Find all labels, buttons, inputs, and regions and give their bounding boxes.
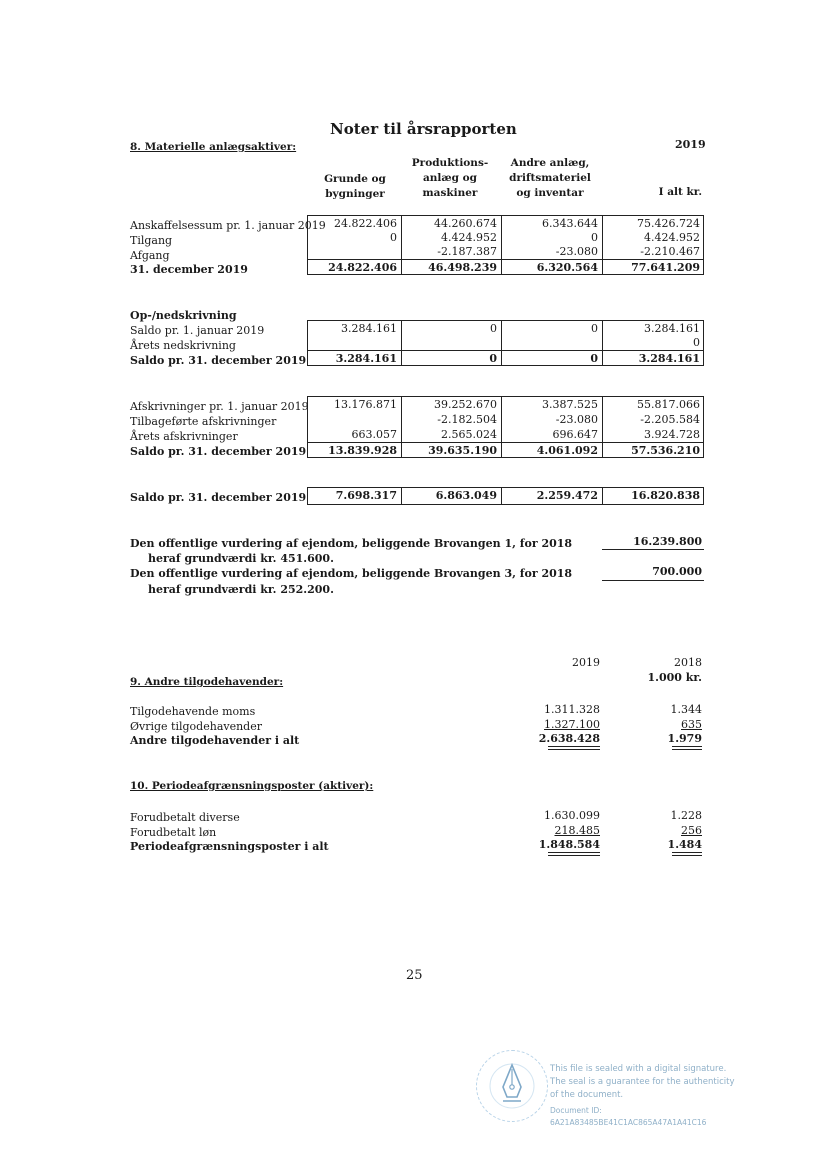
valuation-line2: Den offentlige vurdering af ejendom, beliggende Brovangen 3, for 2018 (130, 567, 573, 580)
table-cell: 0 (489, 352, 497, 365)
note9-label-0: Tilgodehavende moms (130, 705, 256, 718)
note9-col-2018-unit: 1.000 kr. (647, 671, 702, 684)
note10-total-label: Periodeafgrænsningsposter i alt (130, 840, 329, 853)
col-header-andre: Andre anlæg, driftsmateriel og inventar (509, 157, 591, 199)
note9-label-1: Øvrige tilgodehavender (130, 720, 262, 733)
valuation-value2: 700.000 (652, 565, 702, 578)
table-cell: 3.387.525 (542, 398, 598, 411)
table-cell: 3.924.728 (644, 428, 700, 441)
table-cell: 1.228 (670, 809, 702, 822)
table-cell: 2.565.024 (441, 428, 497, 441)
reval-label-0: Saldo pr. 1. januar 2019 (130, 324, 265, 337)
table-cell: 663.057 (351, 428, 397, 441)
table-cell: 6.343.644 (542, 217, 598, 230)
table-cell: 0 (591, 322, 598, 335)
table-cell: 1.311.328 (544, 703, 600, 716)
table-cell: -23.080 (555, 413, 598, 426)
pen-nib-icon (477, 1051, 547, 1121)
note9-col-2018: 2018 (674, 656, 702, 669)
table-cell: 6.320.564 (536, 261, 598, 274)
table-cell: 3.284.161 (335, 352, 397, 365)
depr-label-0: Afskrivninger pr. 1. januar 2019 (130, 400, 309, 413)
table-cell: 39.635.190 (428, 444, 497, 457)
table-cell: 44.260.674 (434, 217, 497, 230)
table-cell: 46.498.239 (428, 261, 497, 274)
col-header-total: I alt kr. (658, 186, 702, 198)
table-cell: 13.176.871 (334, 398, 397, 411)
note9-total-label: Andre tilgodehavender i alt (130, 734, 300, 747)
table-cell: 57.536.210 (631, 444, 700, 457)
table-cell: 39.252.670 (434, 398, 497, 411)
table-cell: 24.822.406 (328, 261, 397, 274)
table-cell: 77.641.209 (631, 261, 700, 274)
page-number: 25 (406, 968, 423, 983)
table-cell: -2.210.467 (640, 245, 700, 258)
note10-label-1: Forudbetalt løn (130, 826, 217, 839)
note10-label-0: Forudbetalt diverse (130, 811, 240, 824)
table-cell: 0 (591, 231, 598, 244)
table-cell: -2.187.387 (437, 245, 497, 258)
note10-heading: 10. Periodeafgrænsningsposter (aktiver): (130, 780, 374, 792)
table-cell: 256 (681, 824, 702, 837)
table-cell: 1.630.099 (544, 809, 600, 822)
note8-year: 2019 (675, 138, 706, 151)
table-cell: 13.839.928 (328, 444, 397, 457)
table-cell: 7.698.317 (335, 489, 397, 502)
table-cell: 0 (693, 336, 700, 349)
seal-text-3: of the document. (550, 1090, 624, 1100)
book-value-label: Saldo pr. 31. december 2019 (130, 491, 307, 504)
table-cell: 2.638.428 (538, 732, 600, 745)
seal-text-2: The seal is a guarantee for the authenticity (550, 1077, 735, 1087)
table-cell: 16.820.838 (631, 489, 700, 502)
table-cell: 75.426.724 (637, 217, 700, 230)
table-cell: 218.485 (554, 824, 600, 837)
cost-total-label: 31. december 2019 (130, 263, 248, 276)
table-cell: -2.182.504 (437, 413, 497, 426)
reval-total-label: Saldo pr. 31. december 2019 (130, 354, 307, 367)
table-cell: 3.284.161 (638, 352, 700, 365)
seal-doc-id-label: Document ID: (550, 1106, 602, 1115)
depr-label-2: Årets afskrivninger (130, 430, 238, 443)
col-header-produktion: Produktions- anlæg og maskiner (411, 157, 489, 199)
seal-stamp (476, 1050, 548, 1122)
col-header-grunde: Grunde og bygninger (324, 173, 386, 200)
table-cell: 6.863.049 (435, 489, 497, 502)
table-cell: 1.484 (667, 838, 702, 851)
table-cell: 1.848.584 (538, 838, 600, 851)
note9-col-2019: 2019 (572, 656, 600, 669)
table-cell: 3.284.161 (341, 322, 397, 335)
table-cell: 0 (490, 322, 497, 335)
table-cell: 0 (590, 352, 598, 365)
depr-total-label: Saldo pr. 31. december 2019 (130, 445, 307, 458)
seal-text-1: This file is sealed with a digital signature. (550, 1064, 727, 1074)
reval-heading: Op-/nedskrivning (130, 309, 237, 322)
cost-label-1: Tilgang (130, 234, 173, 247)
table-cell: 635 (681, 718, 702, 731)
reval-label-1: Årets nedskrivning (130, 339, 236, 352)
table-cell: -2.205.584 (640, 413, 700, 426)
table-cell: -23.080 (555, 245, 598, 258)
cost-label-2: Afgang (130, 249, 170, 262)
cost-label-0: Anskaffelsessum pr. 1. januar 2019 (130, 219, 326, 232)
note9-heading: 9. Andre tilgodehavender: (130, 676, 284, 688)
table-cell: 696.647 (552, 428, 598, 441)
valuation-value1: 16.239.800 (633, 535, 702, 548)
table-cell: 24.822.406 (334, 217, 397, 230)
table-cell: 1.979 (667, 732, 702, 745)
valuation-sub1: heraf grundværdi kr. 451.600. (148, 552, 334, 565)
table-cell: 4.424.952 (644, 231, 700, 244)
table-cell: 1.327.100 (544, 718, 600, 731)
page-title: Noter til årsrapporten (330, 120, 517, 138)
table-cell: 3.284.161 (644, 322, 700, 335)
table-cell: 2.259.472 (536, 489, 598, 502)
table-cell: 55.817.066 (637, 398, 700, 411)
table-cell: 1.344 (670, 703, 702, 716)
table-cell: 0 (390, 231, 397, 244)
seal-doc-id: 6A21A83485BE41C1AC865A47A1A41C16 (550, 1118, 707, 1127)
table-cell: 4.424.952 (441, 231, 497, 244)
valuation-sub2: heraf grundværdi kr. 252.200. (148, 583, 334, 596)
note8-heading: 8. Materielle anlægsaktiver: (130, 141, 297, 153)
depr-label-1: Tilbageførte afskrivninger (130, 415, 277, 428)
table-cell: 4.061.092 (536, 444, 598, 457)
valuation-line1: Den offentlige vurdering af ejendom, beliggende Brovangen 1, for 2018 (130, 537, 573, 550)
